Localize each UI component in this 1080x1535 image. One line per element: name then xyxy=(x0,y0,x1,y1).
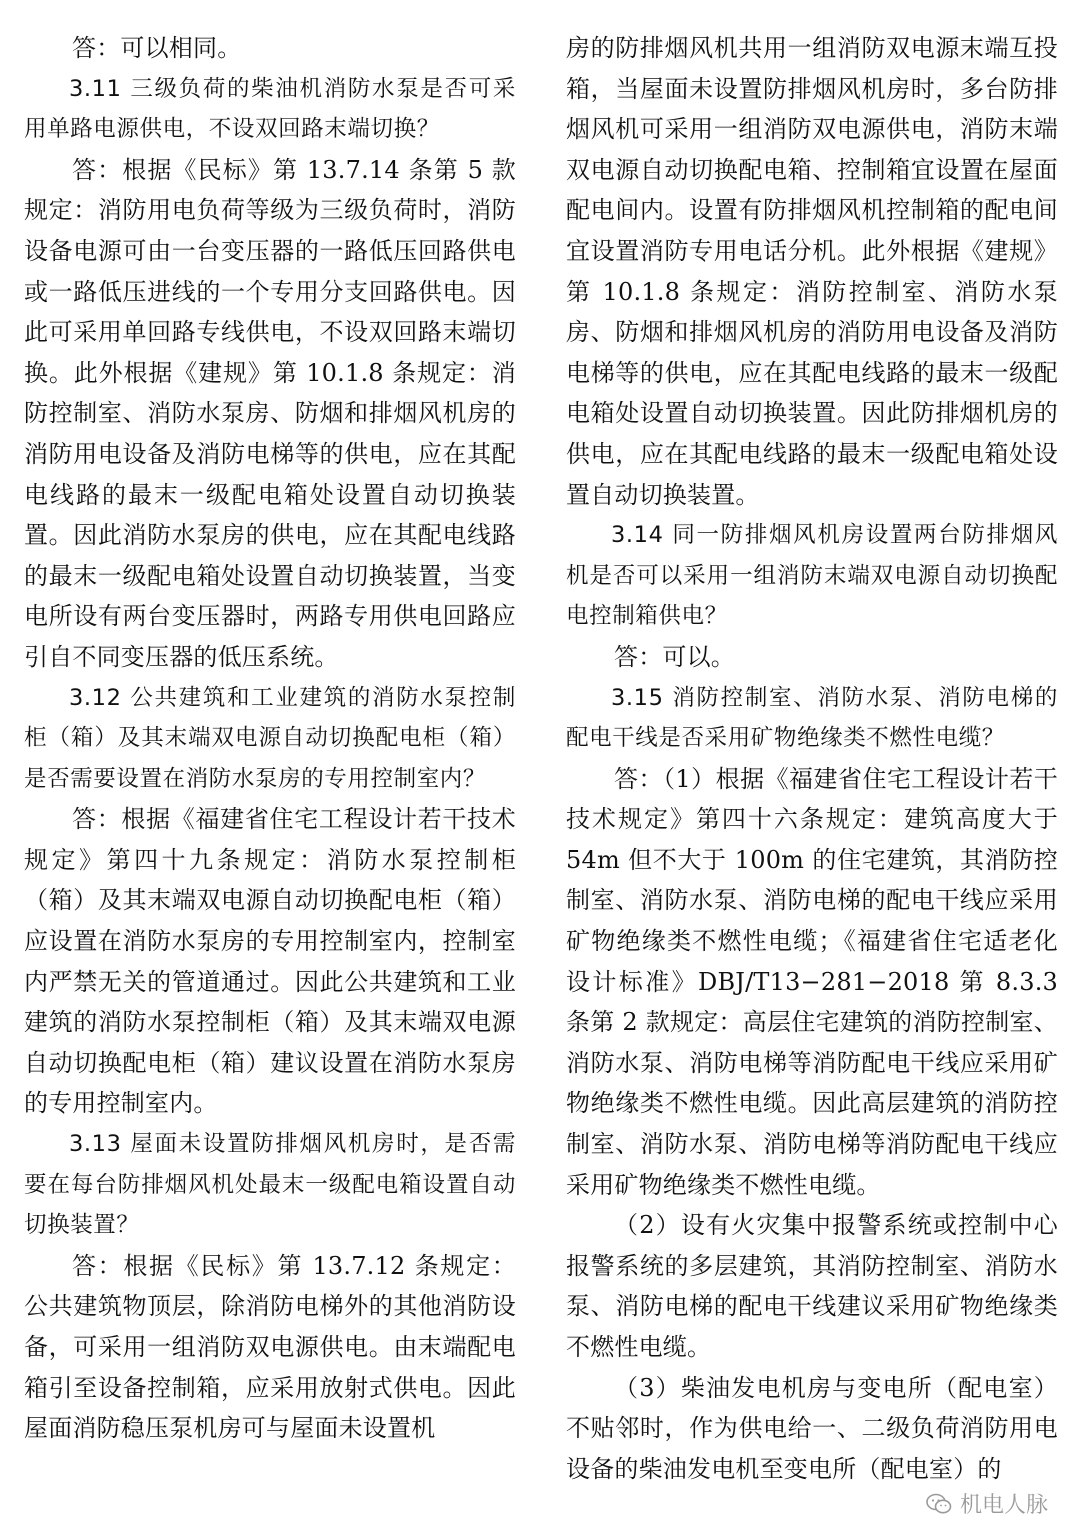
question-3-11: 3.11 三级负荷的柴油机消防水泵是否可采用单路电源供电，不设双回路末端切换？ xyxy=(24,75,516,143)
answer-paragraph: （2）设有火灾集中报警系统或控制中心报警系统的多层建筑，其消防控制室、消防水泵、消防电梯的配电干线建议采用矿物绝缘类不燃性电缆。 xyxy=(566,1211,1058,1361)
wechat-icon xyxy=(926,1493,952,1515)
continuation-paragraph: 房的防排烟风机共用一组消防双电源末端互投箱，当屋面未设置防排烟风机房时，多台防排烟风机可采用一组消防双电源供电，消防末端双电源自动切换配电箱、控制箱宜设置在屋面配电间内。设置有防排烟风机控制箱的配电间宜设置消防专用电话分机。此外根据《建规》第 10.1.8 条规定：消防控制室、消防水泵房、防烟和排烟风机房的消防用电设备及消防电梯等的供电，应在其配电线路的最末一级配电箱处设置自动切换装置。因此防排烟机房的供电，应在其配电线路的最末一级配电箱处设置自动切换装置。 xyxy=(566,34,1058,509)
right-column xyxy=(566,28,1058,1489)
answer-paragraph: 答：根据《民标》第 13.7.12 条规定：公共建筑物顶层，除消防电梯外的其他消防设备，可采用一组消防双电源供电。由末端配电箱引至设备控制箱，应采用放射式供电。因此屋面消防稳压泵机房可与屋面未设置机 xyxy=(24,1251,516,1443)
question-3-15: 3.15 消防控制室、消防水泵、消防电梯的配电干线是否采用矿物绝缘类不燃性电缆？ xyxy=(566,684,1058,752)
answer-paragraph: 答：（1）根据《福建省住宅工程设计若干技术规定》第四十六条规定：建筑高度大于 54m 但不大于 100m 的住宅建筑，其消防控制室、消防水泵、消防电梯的配电干线应采用矿物绝缘类不燃性电缆；《福建省住宅适老化设计标准》DBJ/T13−281−2018 第 8.3.3 条第 2 款规定：高层住宅建筑的消防控制室、消防水泵、消防电梯等消防配电干线应采用矿物绝缘类不燃性电缆。因此高层建筑的消防控制室、消防水泵、消防电梯等消防配电干线应采用矿物绝缘类不燃性电缆。 xyxy=(566,764,1058,1199)
answer-paragraph: 答：根据《民标》第 13.7.14 条第 5 款规定：消防用电负荷等级为三级负荷时，消防设备电源可由一台变压器的一路低压回路供电或一路低压进线的一个专用分支回路供电。因此可采用单回路专线供电，不设双回路末端切换。此外根据《建规》第 10.1.8 条规定：消防控制室、消防水泵房、防烟和排烟风机房的消防用电设备及消防电梯等的供电，应在其配电线路的最末一级配电箱处设置自动切换装置。因此消防水泵房的供电，应在其配电线路的最末一级配电箱处设置自动切换装置，当变电所设有两台变压器时，两路专用供电回路应引自不同变压器的低压系统。 xyxy=(24,155,516,671)
answer-paragraph: 答：可以。 xyxy=(614,642,735,671)
left-column xyxy=(24,28,516,1449)
answer-paragraph: （3）柴油发电机房与变电所（配电室）不贴邻时，作为供电给一、二级负荷消防用电设备的柴油发电机至变电所（配电室）的 xyxy=(566,1373,1058,1483)
question-3-12: 3.12 公共建筑和工业建筑的消防水泵控制柜（箱）及其末端双电源自动切换配电柜（箱）是否需要设置在消防水泵房的专用控制室内？ xyxy=(24,684,516,792)
watermark xyxy=(920,1486,1054,1521)
answer-paragraph: 答：根据《福建省住宅工程设计若干技术规定》第四十九条规定：消防水泵控制柜（箱）及其末端双电源自动切换配电柜（箱）应设置在消防水泵房的专用控制室内，控制室内严禁无关的管道通过。因此公共建筑和工业建筑的消防水泵控制柜（箱）及其末端双电源自动切换配电柜（箱）建议设置在消防水泵房的专用控制室内。 xyxy=(24,805,516,1118)
answer-paragraph: 答：可以相同。 xyxy=(72,34,242,62)
question-3-14: 3.14 同一防排烟风机房设置两台防排烟风机是否可以采用一组消防末端双电源自动切换配电控制箱供电？ xyxy=(566,522,1058,630)
question-3-13: 3.13 屋面未设置防排烟风机房时，是否需要在每台防排烟风机处最末一级配电箱设置自动切换装置？ xyxy=(24,1131,516,1239)
watermark-text: 机电人脉 xyxy=(959,1493,1048,1518)
